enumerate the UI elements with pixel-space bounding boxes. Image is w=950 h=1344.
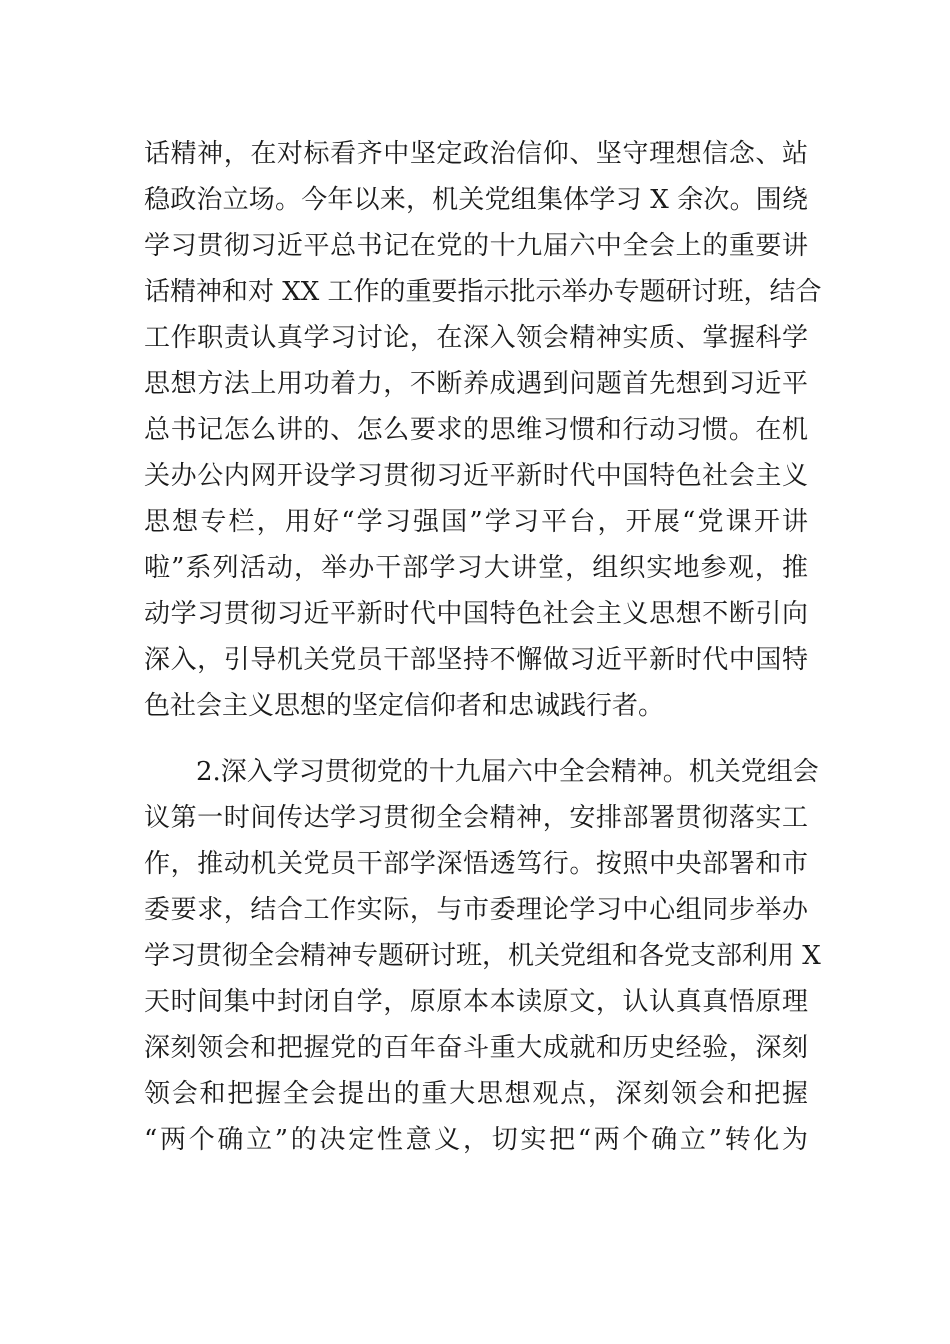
text-line: 委要求，结合工作实际，与市委理论学习中心组同步举办 xyxy=(144,895,808,925)
text-line: 总书记怎么讲的、怎么要求的思维习惯和行动习惯。在机 xyxy=(144,415,808,445)
text-line: 话精神和对 XX 工作的重要指示批示举办专题研讨班，结合 xyxy=(144,277,822,307)
text-line: 动学习贯彻习近平新时代中国特色社会主义思想不断引向 xyxy=(144,599,808,629)
text-line: 学习贯彻习近平总书记在党的十九届六中全会上的重要讲 xyxy=(144,231,808,261)
text-line: 2.深入学习贯彻党的十九届六中全会精神。机关党组会 xyxy=(196,757,819,787)
text-line: 天时间集中封闭自学，原原本本读原文，认认真真悟原理 xyxy=(144,987,808,1017)
text-line: 话精神，在对标看齐中坚定政治信仰、坚守理想信念、站 xyxy=(144,139,808,169)
text-line: 思想专栏，用好“学习强国”学习平台，开展“党课开讲 xyxy=(144,507,808,537)
text-line: 关办公内网开设学习贯彻习近平新时代中国特色社会主义 xyxy=(144,461,808,491)
text-line: 作，推动机关党员干部学深悟透笃行。按照中央部署和市 xyxy=(144,849,808,879)
text-line: 色社会主义思想的坚定信仰者和忠诚践行者。 xyxy=(144,691,665,721)
text-line: 深刻领会和把握党的百年奋斗重大成就和历史经验，深刻 xyxy=(144,1033,808,1063)
text-line: 深入，引导机关党员干部坚持不懈做习近平新时代中国特 xyxy=(144,645,808,675)
text-line: “两个确立”的决定性意义，切实把“两个确立”转化为 xyxy=(144,1125,808,1155)
text-line: 领会和把握全会提出的重大思想观点，深刻领会和把握 xyxy=(144,1079,808,1109)
text-line: 稳政治立场。今年以来，机关党组集体学习 X 余次。围绕 xyxy=(144,185,808,215)
text-line: 工作职责认真学习讨论，在深入领会精神实质、掌握科学 xyxy=(144,323,808,353)
text-line: 啦”系列活动，举办干部学习大讲堂，组织实地参观，推 xyxy=(144,553,808,583)
text-line: 思想方法上用功着力，不断养成遇到问题首先想到习近平 xyxy=(144,369,808,399)
text-line: 议第一时间传达学习贯彻全会精神，安排部署贯彻落实工 xyxy=(144,803,808,833)
text-line: 学习贯彻全会精神专题研讨班，机关党组和各党支部利用 X xyxy=(144,941,821,971)
